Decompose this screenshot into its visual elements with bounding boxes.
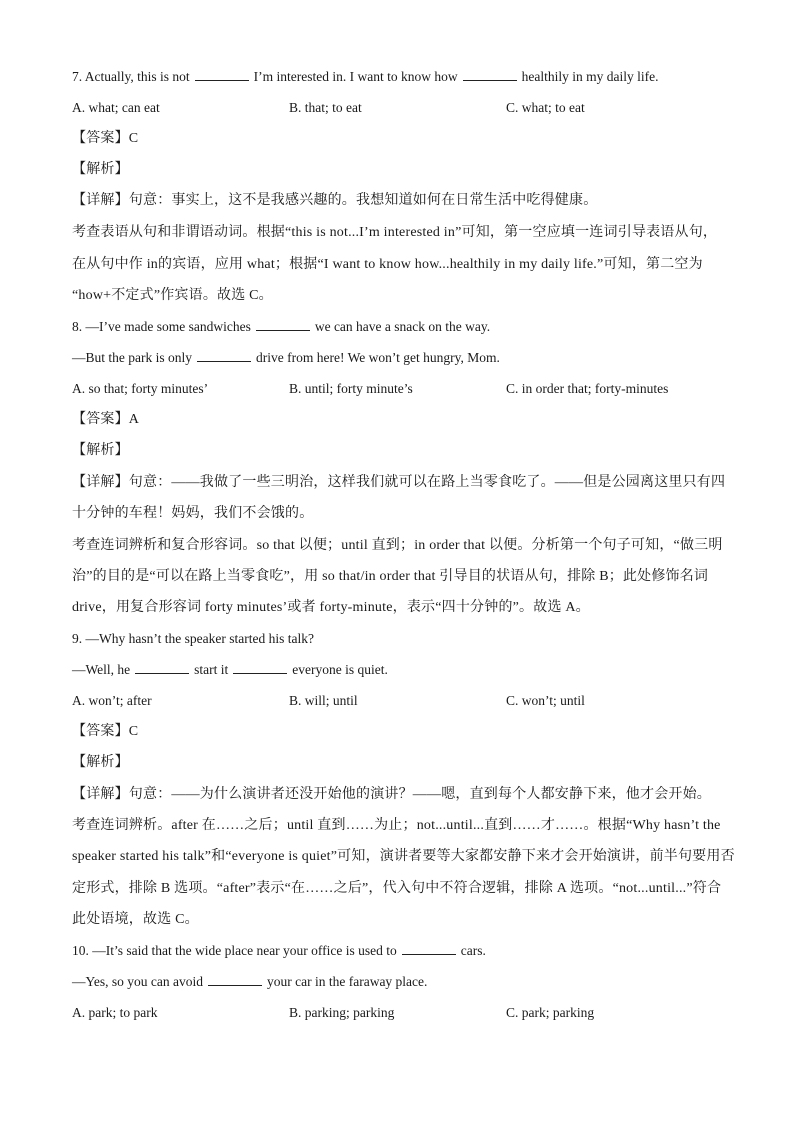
q8-answer: 【答案】A	[72, 412, 140, 427]
q7-detail: 【详解】句意：事实上，这不是我感兴趣的。我想知道如何在日常生活中吃得健康。	[72, 193, 598, 208]
question-9-line-2: —Well, he start it everyone is quiet.	[72, 662, 388, 677]
q9-analysis-label: 【解析】	[72, 755, 129, 770]
question-8-line-1: 8. —I’ve made some sandwiches we can have a snack on the way.	[72, 319, 491, 334]
answer-blank	[233, 661, 287, 674]
q9-detail: 【详解】句意：——为什么演讲者还没开始他的演讲？——嗯，直到每个人都安静下来，他才会开始。	[72, 787, 711, 802]
q7-option-a: A. what; can eat	[72, 100, 160, 115]
q9-explanation: 考查连词辨析。after 在……之后；until 直到……为止；not...until...直到……才……。根据“Why hasn’t the	[72, 818, 721, 833]
q9-option-b: B. will; until	[289, 693, 358, 708]
q8-analysis-label: 【解析】	[72, 443, 129, 458]
question-10-line-2: —Yes, so you can avoid your car in the faraway place.	[72, 974, 428, 989]
q8-option-c: C. in order that; forty-minutes	[506, 381, 669, 396]
q9-explanation: speaker started his talk”和“everyone is quiet”可知，演讲者要等大家都安静下来才会开始演讲，前半句要用否	[72, 849, 735, 864]
answer-blank	[195, 68, 249, 81]
q8-explanation: 治”的目的是“可以在路上当零食吃”，用 so that/in order that 引导目的状语从句，排除 B；此处修饰名词	[72, 569, 709, 584]
answer-blank	[135, 661, 189, 674]
question-7-stem: 7. Actually, this is not I’m interested in. I want to know how healthily in my daily life.	[72, 69, 659, 84]
answer-blank	[402, 942, 456, 955]
q10-option-a: A. park; to park	[72, 1005, 158, 1020]
q9-explanation: 定形式，排除 B 选项。“after”表示“在……之后”，代入句中不符合逻辑，排除 A 选项。“not...until...”符合	[72, 881, 722, 896]
q9-option-a: A. won’t; after	[72, 693, 152, 708]
q7-option-b: B. that; to eat	[289, 100, 362, 115]
answer-blank	[256, 318, 310, 331]
q9-option-c: C. won’t; until	[506, 693, 585, 708]
q8-option-b: B. until; forty minute’s	[289, 381, 413, 396]
q7-option-c: C. what; to eat	[506, 100, 585, 115]
q10-option-b: B. parking; parking	[289, 1005, 395, 1020]
q9-explanation: 此处语境，故选 C。	[72, 912, 199, 927]
q7-explanation: 考查表语从句和非谓语动词。根据“this is not...I’m interested in”可知，第一空应填一连词引导表语从句，	[72, 225, 718, 240]
q8-explanation: 考查连词辨析和复合形容词。so that 以便；until 直到；in order that 以便。分析第一个句子可知，“做三明	[72, 538, 723, 553]
q7-explanation: 在从句中作 in的宾语，应用 what；根据“I want to know how...healthily in my daily life.”可知，第二空为	[72, 257, 703, 272]
q8-option-a: A. so that; forty minutes’	[72, 381, 209, 396]
question-8-line-2: —But the park is only drive from here! We won’t get hungry, Mom.	[72, 350, 500, 365]
q7-analysis-label: 【解析】	[72, 162, 129, 177]
answer-blank	[197, 349, 251, 362]
q9-answer: 【答案】C	[72, 724, 139, 739]
answer-blank	[208, 973, 262, 986]
question-9-line-1: 9. —Why hasn’t the speaker started his talk?	[72, 631, 314, 646]
q10-option-c: C. park; parking	[506, 1005, 595, 1020]
question-10-line-1: 10. —It’s said that the wide place near your office is used to cars.	[72, 943, 486, 958]
q8-explanation: drive，用复合形容词 forty minutes’或者 forty-minute，表示“四十分钟的”。故选 A。	[72, 600, 590, 615]
q8-detail: 【详解】句意：——我做了一些三明治，这样我们就可以在路上当零食吃了。——但是公园离这里只有四	[72, 475, 726, 490]
q7-answer: 【答案】C	[72, 131, 139, 146]
answer-blank	[463, 68, 517, 81]
q8-detail: 十分钟的车程！妈妈，我们不会饿的。	[72, 506, 314, 521]
q7-explanation: “how+不定式”作宾语。故选 C。	[72, 288, 273, 303]
